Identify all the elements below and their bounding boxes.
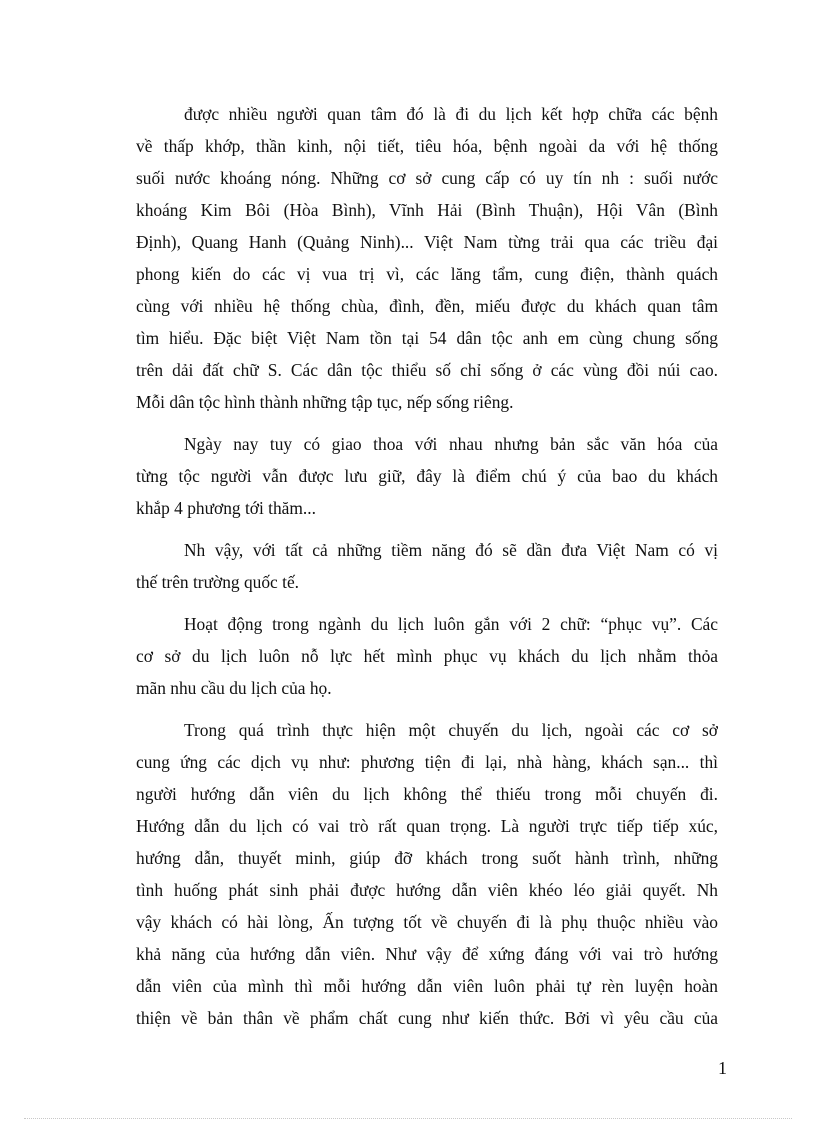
- text-line: từng tộc người vẫn được lưu giữ, đây là điểm chú ý của bao du khách: [136, 466, 718, 486]
- text-line: được nhiều người quan tâm đó là đi du lịch kết hợp chữa các bệnh: [184, 104, 718, 124]
- paragraph-spacing: [136, 418, 718, 428]
- text-line: Nh vậy, với tất cả những tiềm năng đó sẽ dần đưa Việt Nam có vị: [184, 540, 718, 560]
- text-line: suối nước khoáng nóng. Những cơ sở cung cấp có uy tín nh : suối nước: [136, 168, 718, 188]
- text-line: Định), Quang Hanh (Quảng Ninh)... Việt Nam từng trải qua các triều đại: [136, 232, 718, 252]
- text-line: thiện về bản thân về phẩm chất cung như kiến thức. Bởi vì yêu cầu của: [136, 1008, 718, 1028]
- text-line: mãn nhu cầu du lịch của họ.: [136, 678, 332, 698]
- text-line: Mỗi dân tộc hình thành những tập tục, nếp sống riêng.: [136, 392, 514, 412]
- text-line: hướng dẫn, thuyết minh, giúp đỡ khách trong suốt hành trình, những: [136, 848, 718, 868]
- paragraph-spacing: [136, 704, 718, 714]
- text-line: khắp 4 phương tới thăm...: [136, 498, 316, 518]
- text-line: phong kiến do các vị vua trị vì, các lăng tẩm, cung điện, thành quách: [136, 264, 718, 284]
- text-line: cung ứng các dịch vụ như: phương tiện đi lại, nhà hàng, khách sạn... thì: [136, 752, 718, 772]
- paragraph-spacing: [136, 598, 718, 608]
- text-line: cơ sở du lịch luôn nỗ lực hết mình phục vụ khách du lịch nhằm thỏa: [136, 646, 718, 666]
- text-line: Ngày nay tuy có giao thoa với nhau nhưng bản sắc văn hóa của: [184, 434, 718, 454]
- paragraph-5: [136, 714, 718, 1034]
- text-line: khả năng của hướng dẫn viên. Như vậy để xứng đáng với vai trò hướng: [136, 944, 718, 964]
- page-number: 1: [718, 1058, 727, 1078]
- paragraph-4: [136, 608, 718, 704]
- page-bottom-divider: [24, 1118, 792, 1119]
- text-line: Trong quá trình thực hiện một chuyến du lịch, ngoài các cơ sở: [184, 720, 718, 740]
- paragraph-spacing: [136, 524, 718, 534]
- body-text: [136, 98, 718, 1034]
- text-line: thế trên trường quốc tế.: [136, 572, 300, 592]
- text-line: cùng với nhiều hệ thống chùa, đình, đền, miếu được du khách quan tâm: [136, 296, 718, 316]
- paragraph-1: [136, 98, 718, 418]
- paragraph-3: [136, 534, 718, 598]
- text-line: dẫn viên của mình thì mỗi hướng dẫn viên luôn phải tự rèn luyện hoàn: [136, 976, 718, 996]
- text-line: khoáng Kim Bôi (Hòa Bình), Vĩnh Hải (Bình Thuận), Hội Vân (Bình: [136, 200, 718, 220]
- text-line: trên dải đất chữ S. Các dân tộc thiểu số chỉ sống ở các vùng đồi núi cao.: [136, 360, 718, 380]
- text-line: tìm hiểu. Đặc biệt Việt Nam tồn tại 54 dân tộc anh em cùng chung sống: [136, 328, 718, 348]
- text-line: về thấp khớp, thần kinh, nội tiết, tiêu hóa, bệnh ngoài da với hệ thống: [136, 136, 718, 156]
- text-line: tình huống phát sinh phải được hướng dẫn viên khéo léo giải quyết. Nh: [136, 880, 718, 900]
- text-line: Hoạt động trong ngành du lịch luôn gắn với 2 chữ: “phục vụ”. Các: [184, 614, 718, 634]
- text-line: Hướng dẫn du lịch có vai trò rất quan trọng. Là người trực tiếp tiếp xúc,: [136, 816, 718, 836]
- paragraph-2: [136, 428, 718, 524]
- text-line: vậy khách có hài lòng, Ấn tượng tốt về chuyến đi là phụ thuộc nhiều vào: [136, 912, 718, 932]
- text-line: người hướng dẫn viên du lịch không thể thiếu trong mỗi chuyến đi.: [136, 784, 718, 804]
